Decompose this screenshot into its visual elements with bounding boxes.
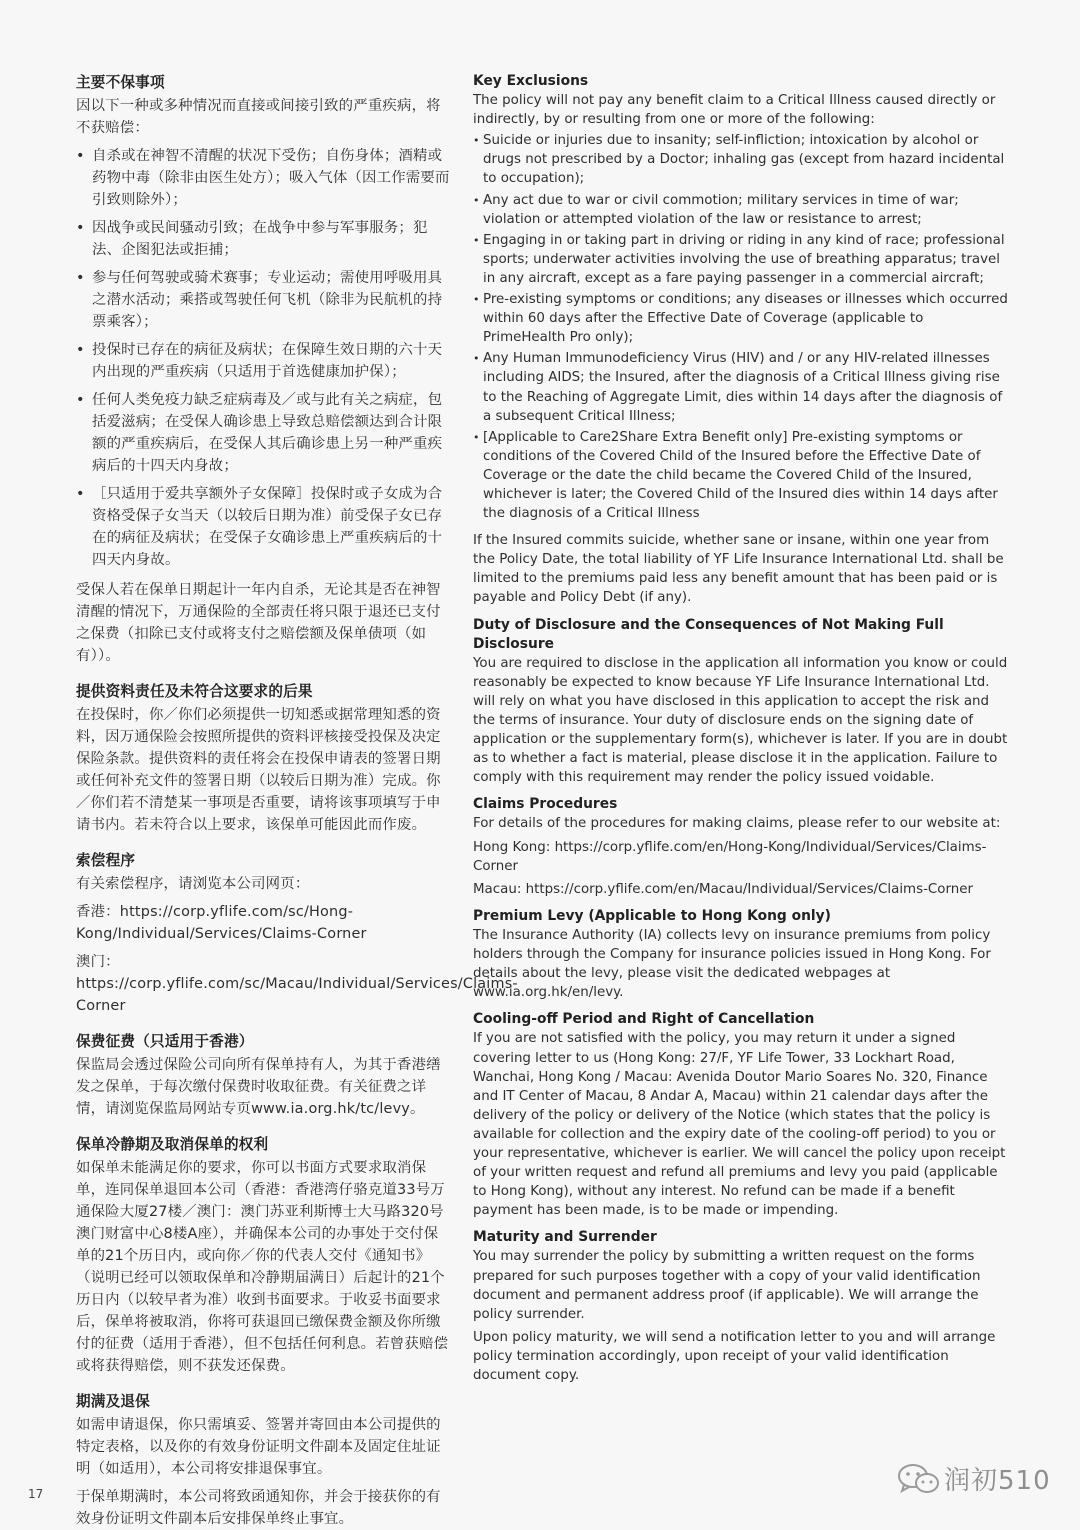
list-item: • 参与任何驾驶或骑术赛事；专业运动；需使用呼吸用具之潜水活动；乘搭或驾驶任何飞机（除非为民航机的持票乘客）； bbox=[76, 267, 450, 333]
exclusions-list-en bbox=[473, 131, 1009, 523]
claims-hk-link-en[interactable]: Hong Kong: https://corp.yflife.com/en/Hong-Kong/Individual/Services/Claims-Corner bbox=[473, 839, 987, 874]
levy-text-zh: 保监局会透过保险公司向所有保单持有人，为其于香港缮发之保单，于每次缴付保费时收取征费。有关征费之详情，请浏览保监局网站专页www.ia.org.hk/tc/levy。 bbox=[76, 1057, 441, 1117]
cooling-text-zh: 如保单未能满足你的要求，你可以书面方式要求取消保单，连同保单退回本公司（香港：香港湾仔骆克道33号万通保险大厦27楼／澳门：澳门苏亚利斯博士大马路320号澳门财富中心8楼A座），并确保本公司的办事处于交付保单的21个历日内，或向你／你的代表人交付《通知书》（说明已经可以领取保单和冷静期届满日）后起计的21个历日内（以较早者为准）收到书面要求。于收妥书面要求后，保单将被取消，你将可获退回已缴保费金额及你所缴付的征费（适用于香港），但不包括任何利息。若曾获赔偿或将获得赔偿，则不获发还保费。 bbox=[76, 1160, 449, 1374]
chinese-column bbox=[76, 72, 518, 1530]
cooling-text-en: If you are not satisfied with the policy, you may return it under a signed covering letter to us (Hong Kong: 27/F, YF Life Tower, 33 Lockhart Road, Wanchai, Hong Kong / Macau: Avenida Doutor Mario Soares No. 320, Finance and IT Center of Macau, 8 Andar A, Macau) within 21 calendar days after the delivery of the policy or delivery of the Notice (which states that the policy is available for collection and the expiry date of the cooling-off period) to you or your representative, whichever is earlier. We will cancel the policy upon receipt of your written request and refund all premiums and levy you paid (applicable to Hong Kong), without any interest. No refund can be made if a benefit payment has been made, is to be made or impending. bbox=[473, 1031, 1006, 1219]
suicide-clause-en: If the Insured commits suicide, whether sane or insane, within one year from the Policy Date, the total liability of YF Life Insurance International Ltd. shall be limited to the premiums paid less any benefit amount that has been paid or is payable and Policy Debt (if any). bbox=[473, 533, 1004, 606]
disclosure-heading-en: Duty of Disclosure and the Consequences of Not Making Full Disclosure bbox=[473, 616, 944, 652]
list-item: • [Applicable to Care2Share Extra Benefit only] Pre-existing symptoms or conditions of the Covered Child of the Insured before the Effective Date of Coverage or the date the child became the Covered Child of the Insured, whichever is later; the Covered Child of the Insured dies within 14 days after the diagnosis of a Critical Illness bbox=[473, 428, 1009, 523]
list-item: • 因战争或民间骚动引致；在战争中参与军事服务；犯法、企图犯法或拒捕； bbox=[76, 217, 450, 261]
maturity-heading-zh: 期满及退保 bbox=[76, 1393, 150, 1410]
list-item: • 任何人类免疫力缺乏症病毒及／或与此有关之病症，包括爱滋病；在受保人确诊患上导致总赔偿额达到合计限额的严重疾病后，在受保人其后确诊患上另一种严重疾病后的十四天内身故； bbox=[76, 389, 450, 477]
exclusions-heading-zh: 主要不保事项 bbox=[76, 74, 165, 91]
exclusions-intro-en: The policy will not pay any benefit claim to a Critical Illness caused directly or indirectly, by or resulting from one or more of the following: bbox=[473, 93, 996, 128]
claims-hk-link-zh[interactable]: 香港：https://corp.yflife.com/sc/Hong-Kong/Individual/Services/Claims-Corner bbox=[76, 904, 367, 942]
maturity-heading-en: Maturity and Surrender bbox=[473, 1229, 657, 1246]
list-item: • ［只适用于爱共享额外子女保障］投保时或子女成为合资格受保子女当天（以较后日期为准）前受保子女已存在的病征及病状；在受保子女确诊患上严重疾病后的十四天内身故。 bbox=[76, 483, 450, 571]
exclusions-list-zh bbox=[76, 145, 450, 571]
maturity-text2-zh: 于保单期满时，本公司将致函通知你，并会于接获你的有效身份证明文件副本后安排保单终止事宜。 bbox=[76, 1489, 441, 1527]
wechat-icon bbox=[896, 1461, 940, 1497]
list-item: • Pre-existing symptoms or conditions; any diseases or illnesses which occurred within 60 days after the Effective Date of Coverage (applicable to PrimeHealth Pro only); bbox=[473, 290, 1009, 347]
watermark-text: 润初510 bbox=[944, 1466, 1051, 1496]
maturity-text2-en: Upon policy maturity, we will send a notification letter to you and will arrange policy termination accordingly, upon receipt of your valid identification document copy. bbox=[473, 1329, 996, 1383]
disclosure-text-zh: 在投保时，你／你们必须提供一切知悉或据常理知悉的资料，因万通保险会按照所提供的资料评核接受投保及决定保险条款。提供资料的责任将会在投保申请表的签署日期或任何补充文件的签署日期（以较后日期为准）完成。你／你们若不清楚某一事项是否重要，请将该事项填写于申请书内。若未符合以上要求，该保单可能因此而作废。 bbox=[76, 707, 441, 833]
exclusions-intro-zh: 因以下一种或多种情况而直接或间接引致的严重疾病，将不获赔偿： bbox=[76, 98, 441, 136]
list-item: • 自杀或在神智不清醒的状况下受伤；自伤身体；酒精或药物中毒（除非由医生处方）；吸入气体（因工作需要而引致则除外）； bbox=[76, 145, 450, 211]
disclosure-text-en: You are required to disclose in the application all information you know or could reasonably be expected to know because YF Life Insurance International Ltd. will rely on what you have disclosed in this application to accept the risk and the terms of insurance. Your duty of disclosure ends on the signing date of application or the supplementary form(s), whichever is later. If you are in doubt as to whether a fact is material, please disclose it in the application. Failure to comply with this requirement may render the policy issued voidable. bbox=[473, 655, 1008, 786]
claims-heading-zh: 索偿程序 bbox=[76, 852, 136, 869]
english-column bbox=[473, 72, 1009, 1385]
cooling-heading-en: Cooling-off Period and Right of Cancellation bbox=[473, 1011, 815, 1028]
claims-macau-link-zh[interactable]: 澳门：https://corp.yflife.com/sc/Macau/Individual/Services/Claims-Corner bbox=[76, 954, 518, 1014]
claims-macau-link-en[interactable]: Macau: https://corp.yflife.com/en/Macau/Individual/Services/Claims-Corner bbox=[473, 881, 973, 897]
list-item: • 投保时已存在的病征及病状；在保障生效日期的六十天内出现的严重疾病（只适用于首选健康加护保）； bbox=[76, 339, 450, 383]
exclusions-heading-en: Key Exclusions bbox=[473, 73, 589, 89]
list-item: • Any act due to war or civil commotion; military services in time of war; violation or attempted violation of the law or resistance to arrest; bbox=[473, 191, 1009, 229]
claims-heading-en: Claims Procedures bbox=[473, 796, 618, 813]
claims-intro-en: For details of the procedures for making claims, please refer to our website at: bbox=[473, 816, 1001, 832]
levy-heading-en: Premium Levy (Applicable to Hong Kong only) bbox=[473, 907, 831, 924]
maturity-text1-en: You may surrender the policy by submitting a written request on the forms prepared for such purposes together with a copy of your valid identification document and permanent address proof (if applicable). We will arrange the policy surrender. bbox=[473, 1249, 981, 1322]
watermark bbox=[896, 1460, 1051, 1497]
suicide-clause-zh: 受保人若在保单日期起计一年内自杀，无论其是否在神智清醒的情况下，万通保险的全部责任将只限于退还已支付之保费（扣除已支付或将支付之赔偿额及保单债项（如有））。 bbox=[76, 582, 441, 664]
page-number: 17 bbox=[28, 1487, 44, 1501]
claims-intro-zh: 有关索偿程序，请浏览本公司网页： bbox=[76, 876, 310, 892]
maturity-text1-zh: 如需申请退保，你只需填妥、签署并寄回由本公司提供的特定表格，以及你的有效身份证明文件副本及固定住址证明（如适用），本公司将安排退保事宜。 bbox=[76, 1417, 441, 1477]
list-item: • Engaging in or taking part in driving or riding in any kind of race; professional sports; underwater activities involving the use of breathing apparatus; travel in any aircraft, except as a fare paying passenger in a commercial aircraft; bbox=[473, 231, 1009, 288]
list-item: • Any Human Immunodeficiency Virus (HIV) and / or any HIV-related illnesses including AIDS; the Insured, after the diagnosis of a Critical Illness giving rise to the Reaching of Aggregate Limit, dies within 14 days after the diagnosis of a subsequent Critical Illness; bbox=[473, 349, 1009, 425]
levy-heading-zh: 保费征费（只适用于香港） bbox=[76, 1033, 254, 1050]
disclosure-heading-zh: 提供资料责任及未符合这要求的后果 bbox=[76, 683, 313, 700]
levy-text-en: The Insurance Authority (IA) collects levy on insurance premiums from policy holders through the Company for insurance policies issued in Hong Kong. For details about the levy, please visit the dedicated webpages at www.ia.org.hk/en/levy. bbox=[473, 927, 991, 1001]
list-item: • Suicide or injuries due to insanity; self-infliction; intoxication by alcohol or drugs not prescribed by a Doctor; inhaling gas (except from hazard incidental to occupation); bbox=[473, 131, 1009, 188]
cooling-heading-zh: 保单冷静期及取消保单的权利 bbox=[76, 1136, 269, 1153]
